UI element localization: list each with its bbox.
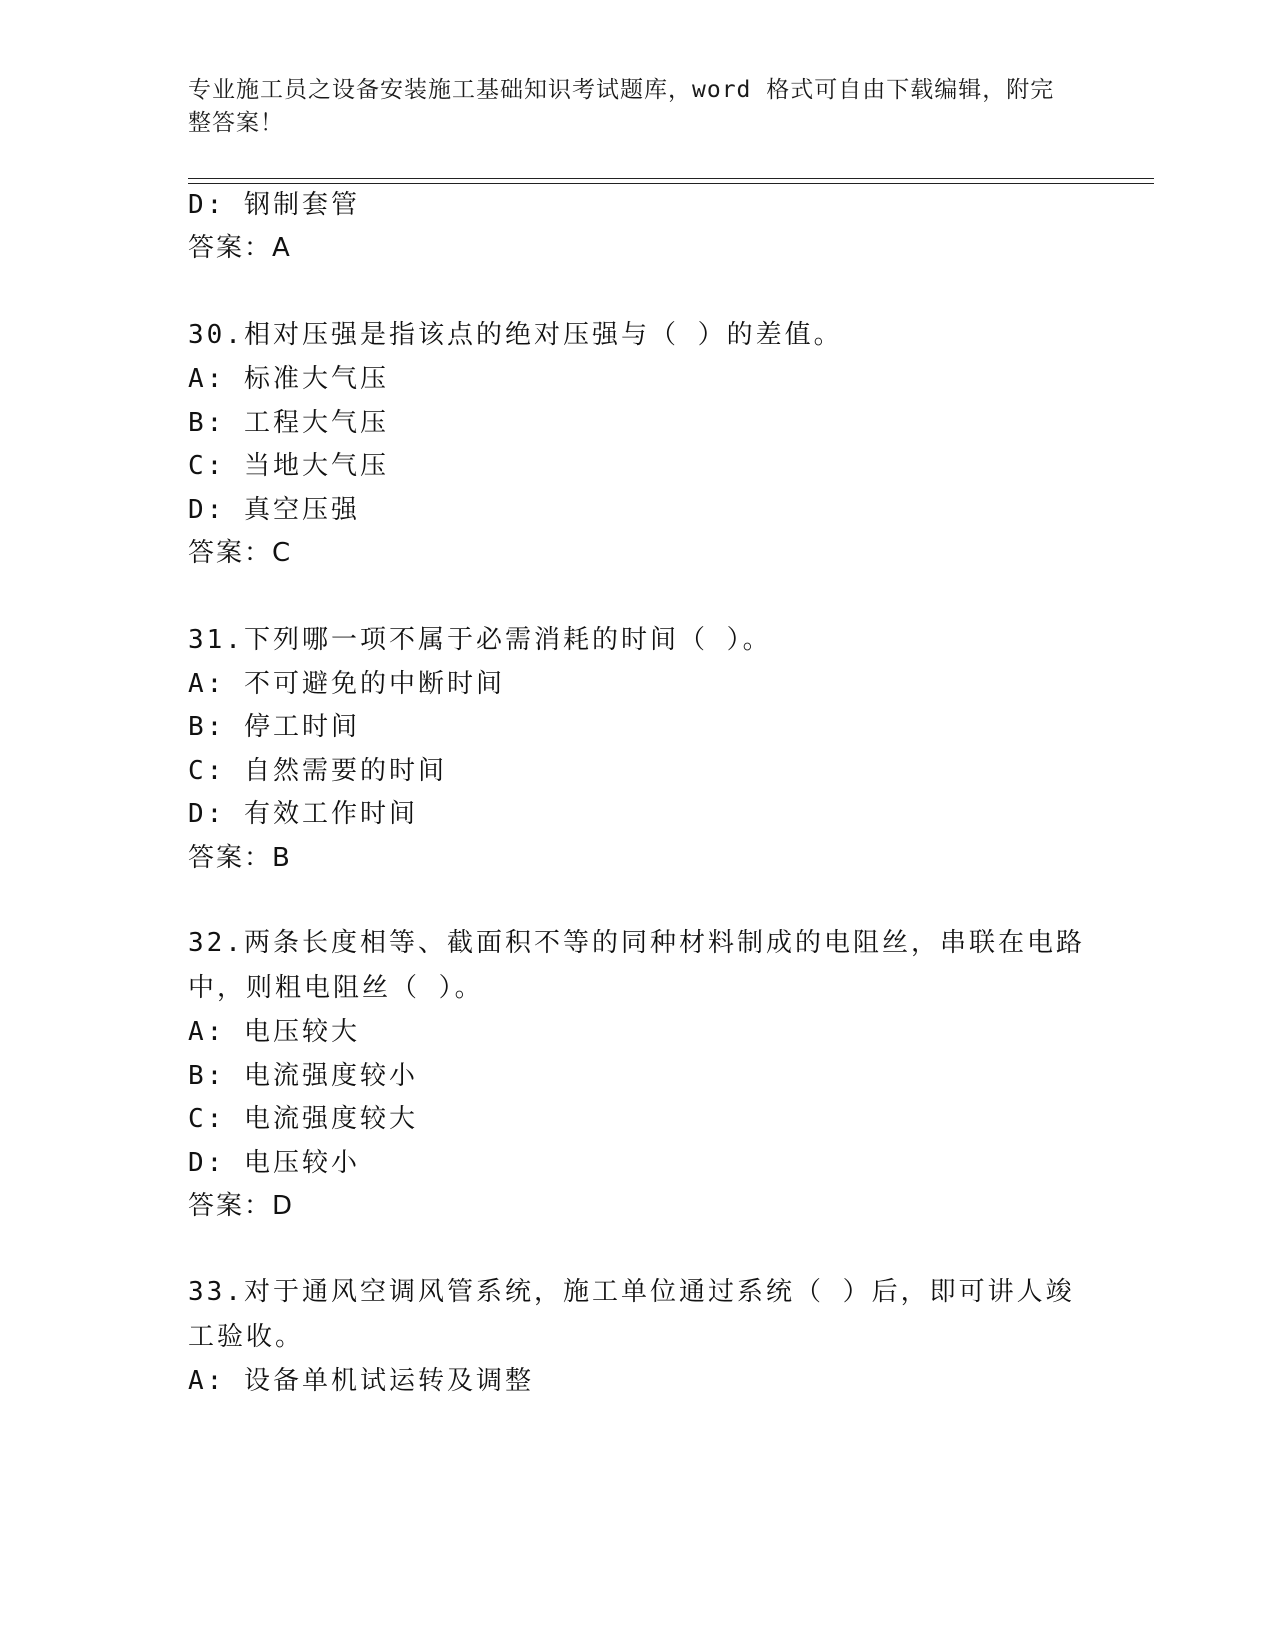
option-c: C: 电流强度较大 xyxy=(188,1104,418,1134)
option-c: C: 自然需要的时间 xyxy=(188,756,447,786)
option-a: A: 标准大气压 xyxy=(188,364,389,394)
option-b: B: 电流强度较小 xyxy=(188,1061,418,1091)
answer-label: 答案：A xyxy=(188,233,292,263)
option-a: A: 设备单机试运转及调整 xyxy=(188,1366,534,1396)
option-d: D: 钢制套管 xyxy=(188,190,360,220)
header-divider-bottom xyxy=(188,183,1154,184)
question-stem: 33.对于通风空调风管系统，施工单位通过系统（ ）后，即可讲人竣工验收。 xyxy=(188,1277,1075,1352)
page-header: 专业施工员之设备安装施工基础知识考试题库，word 格式可自由下载编辑，附完整答案！ xyxy=(188,77,1055,136)
option-a: A: 电压较大 xyxy=(188,1017,360,1047)
answer-label: 答案：B xyxy=(188,843,292,873)
option-b: B: 停工时间 xyxy=(188,712,360,742)
answer-label: 答案：C xyxy=(188,538,293,568)
option-d: D: 有效工作时间 xyxy=(188,799,418,829)
question-stem: 32.两条长度相等、截面积不等的同种材料制成的电阻丝，串联在电路中，则粗电阻丝（ ）。 xyxy=(188,928,1085,1003)
header-divider-top xyxy=(188,178,1154,179)
option-d: D: 电压较小 xyxy=(188,1148,360,1178)
answer-label: 答案：D xyxy=(188,1191,295,1221)
option-a: A: 不可避免的中断时间 xyxy=(188,669,505,699)
option-c: C: 当地大气压 xyxy=(188,451,389,481)
option-d: D: 真空压强 xyxy=(188,495,360,525)
question-stem: 30.相对压强是指该点的绝对压强与（ ）的差值。 xyxy=(188,320,843,350)
option-b: B: 工程大气压 xyxy=(188,408,389,438)
question-stem: 31.下列哪一项不属于必需消耗的时间（ ）。 xyxy=(188,625,772,655)
